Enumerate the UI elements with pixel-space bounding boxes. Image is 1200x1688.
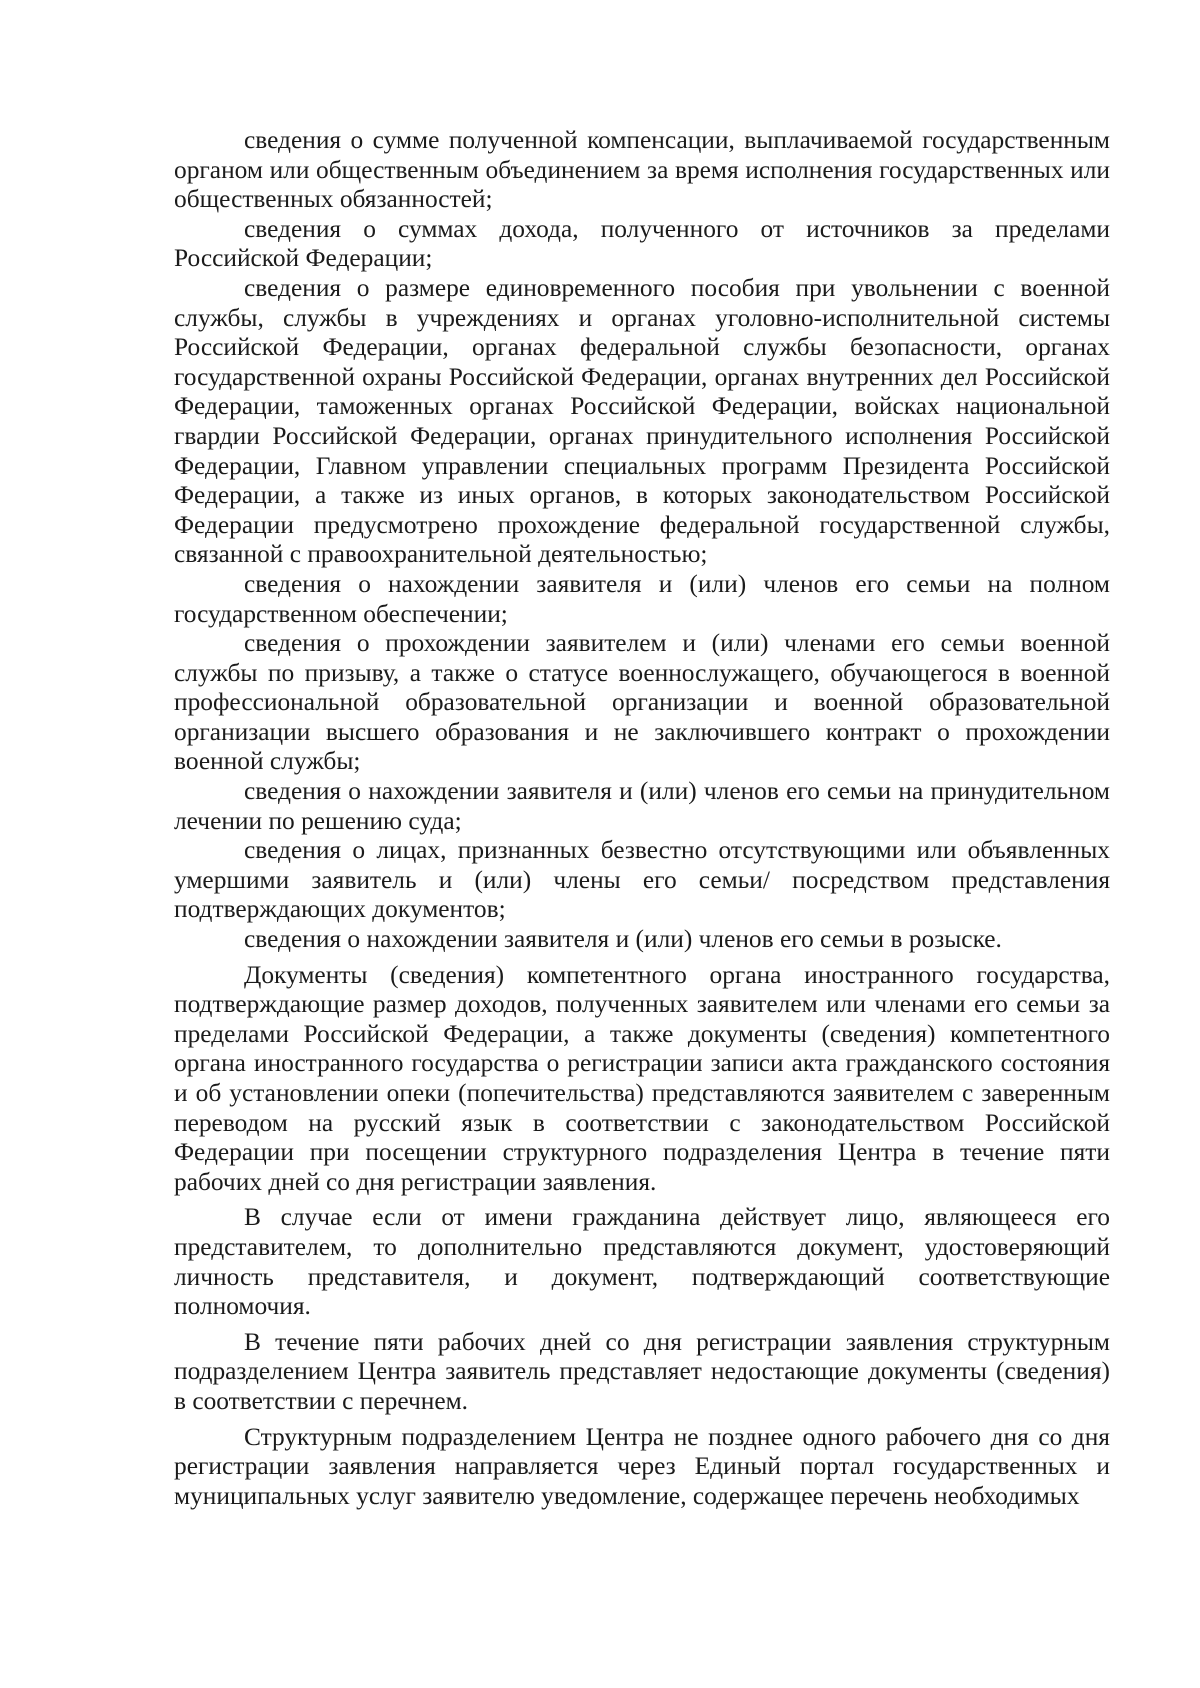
paragraph-wanted-list: сведения о нахождении заявителя и (или) членов его семьи в розыске. [244, 925, 1002, 954]
paragraph-compulsory-treatment: сведения о нахождении заявителя и (или) членов его семьи на принудительном лечении по решению суда; [174, 777, 1110, 835]
paragraph-representative: В случае если от имени гражданина действует лицо, являющееся его представителем, то дополнительно представляются документ, удостоверяющий личность представителя, и документ, подтверждающий соответствующие полномочия. [174, 1203, 1110, 1321]
paragraph-notification: Структурным подразделением Центра не позднее одного рабочего дня со дня регистрации заявления направляется через Единый портал государственных и муниципальных услуг заявителю уведомление, содержащее перечень необходимых [174, 1422, 1110, 1510]
paragraph-military-service: сведения о прохождении заявителем и (или) членами его семьи военной службы по призыву, а также о статусе военнослужащего, обучающегося в военной профессиональной образовательной организации и военной образовательной организации высшего образования и не заключившего контракт о прохождении военной службы; [174, 629, 1110, 776]
paragraph-foreign-documents: Документы (сведения) компетентного органа иностранного государства, подтверждающие размер доходов, полученных заявителем или членами его семьи за пределами Российской Федерации, а также документы (сведения) компетентного органа иностранного государства о регистрации записи акта гражданского состояния и об установлении опеки (попечительства) представляются заявителем с заверенным переводом на русский язык в соответствии с законодательством Российской Федерации при посещении структурного подразделения Центра в течение пяти рабочих дней со дня регистрации заявления. [174, 960, 1110, 1196]
paragraph-missing-documents-deadline: В течение пяти рабочих дней со дня регистрации заявления структурным подразделением Центра заявитель представляет недостающие документы (сведения) в соответствии с перечнем. [174, 1327, 1110, 1415]
paragraph-missing-persons: сведения о лицах, признанных безвестно отсутствующими или объявленных умершими заявитель и (или) члены его семьи/ посредством представления подтверждающих документов; [174, 836, 1110, 924]
paragraph-foreign-income: сведения о суммах дохода, полученного от источников за пределами Российской Федерации; [174, 214, 1110, 273]
document-body [174, 126, 1110, 1511]
paragraph-state-support: сведения о нахождении заявителя и (или) членов его семьи на полном государственном обеспечении; [174, 569, 1110, 628]
paragraph-compensation: сведения о сумме полученной компенсации, выплачиваемой государственным органом или общественным объединением за время исполнения государственных или общественных обязанностей; [174, 126, 1110, 214]
paragraph-severance-allowance: сведения о размере единовременного пособия при увольнении с военной службы, службы в учреждениях и органах уголовно-исполнительной системы Российской Федерации, органах федеральной службы безопасности, органах государственной охраны Российской Федерации, органах внутренних дел Российской Федерации, таможенных органах Российской Федерации, войсках национальной гвардии Российской Федерации, органах принудительного исполнения Российской Федерации, Главном управлении специальных программ Президента Российской Федерации, а также из иных органов, в которых законодательством Российской Федерации предусмотрено прохождение федеральной государственной службы, связанной с правоохранительной деятельностью; [174, 273, 1110, 569]
